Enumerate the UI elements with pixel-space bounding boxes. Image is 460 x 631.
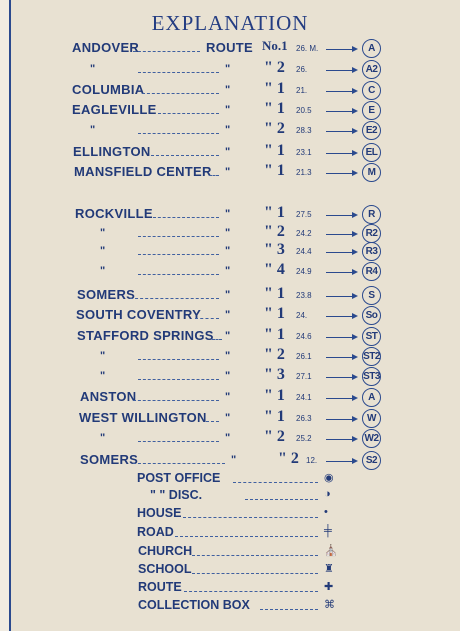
route-arrow: [326, 461, 356, 462]
route-row: [0, 82, 460, 102]
route-number: " 1: [264, 204, 285, 221]
route-row: [0, 307, 460, 327]
route-number: " 4: [264, 261, 285, 278]
route-mark: M: [362, 163, 381, 182]
legend-label: " " DISC.: [150, 488, 203, 502]
legend-label: POST OFFICE: [137, 471, 221, 485]
leader-dots: [133, 463, 225, 464]
office-name: ": [100, 265, 106, 277]
route-number: " 1: [264, 100, 285, 117]
leader-dots: [153, 217, 219, 218]
route-miles: 24.1: [296, 393, 312, 402]
office-name: ANSTON: [80, 389, 137, 404]
route-row: [0, 348, 460, 368]
route-arrow: [326, 153, 356, 154]
route-number: " 1: [264, 285, 285, 302]
route-label: ": [225, 289, 231, 301]
route-arrow: [326, 49, 356, 50]
office-name: SOMERS: [80, 452, 139, 467]
route-label: ": [225, 227, 231, 239]
office-name: ": [100, 432, 106, 444]
route-row: [0, 102, 460, 122]
route-miles: 21.3: [296, 168, 312, 177]
route-label: ": [225, 330, 231, 342]
legend-label: CHURCH: [138, 544, 193, 558]
route-number: No.1: [262, 38, 288, 53]
route-label: ": [225, 350, 231, 362]
route-arrow: [326, 173, 356, 174]
route-mark: A2: [362, 60, 381, 79]
route-arrow: [326, 296, 356, 297]
route-number: " 2: [264, 428, 285, 445]
route-label: ": [231, 454, 237, 466]
route-label: ": [225, 146, 231, 158]
leader-dots: [138, 441, 219, 442]
route-arrow: [326, 70, 356, 71]
route-arrow: [326, 252, 356, 253]
leader-dots: [212, 339, 222, 340]
route-number: " 1: [264, 305, 285, 322]
route-miles: 27.5: [296, 210, 312, 219]
route-row: [0, 410, 460, 430]
route-row: [0, 164, 460, 184]
route-arrow: [326, 131, 356, 132]
route-miles: 24.4: [296, 247, 312, 256]
leader-dots: [142, 93, 219, 94]
leader-dots: [192, 555, 318, 556]
route-miles: 27.1: [296, 372, 312, 381]
page-title: EXPLANATION: [151, 11, 309, 35]
route-mark: R4: [362, 262, 381, 281]
route-miles: 28.3: [296, 126, 312, 135]
legend-label: ROAD: [137, 525, 174, 539]
leader-dots: [175, 536, 318, 537]
legend-symbol-icon: ⛪: [324, 545, 338, 557]
route-number: " 2: [264, 346, 285, 363]
legend-symbol-icon: ♜: [324, 563, 334, 575]
office-name: SOMERS: [77, 287, 136, 302]
legend-label: SCHOOL: [138, 562, 192, 576]
leader-dots: [138, 274, 219, 275]
route-number: " 3: [264, 366, 285, 383]
legend-row: [0, 488, 460, 508]
leader-dots: [233, 482, 318, 483]
route-miles: 26. M.: [296, 44, 319, 53]
route-label: ": [225, 370, 231, 382]
route-row: [0, 40, 460, 60]
route-row: [0, 430, 460, 450]
route-number: " 1: [264, 408, 285, 425]
route-miles: 26.3: [296, 414, 312, 423]
legend-row: [0, 525, 460, 545]
route-mark: R3: [362, 242, 381, 261]
route-label: ": [225, 245, 231, 257]
route-arrow: [326, 419, 356, 420]
route-number: " 2: [264, 120, 285, 137]
legend-label: COLLECTION BOX: [138, 598, 250, 612]
office-name: MANSFIELD CENTER: [74, 164, 212, 179]
leader-dots: [184, 591, 318, 592]
legend-symbol-icon: ◉: [324, 472, 334, 484]
route-number: " 2: [264, 223, 285, 240]
route-row: [0, 225, 460, 245]
leader-dots: [133, 400, 219, 401]
route-number: " 1: [264, 387, 285, 404]
leader-dots: [138, 379, 219, 380]
route-row: [0, 368, 460, 388]
route-arrow: [326, 398, 356, 399]
route-mark: E2: [362, 121, 381, 140]
route-miles: 24.2: [296, 229, 312, 238]
route-label: ": [225, 412, 231, 424]
route-miles: 25.2: [296, 434, 312, 443]
route-label: ": [225, 84, 231, 96]
route-mark: S2: [362, 451, 381, 470]
leader-dots: [209, 175, 219, 176]
office-name: STAFFORD SPRINGS: [77, 328, 214, 343]
legend-symbol-icon: •: [324, 506, 328, 518]
leader-dots: [183, 517, 318, 518]
route-mark: So: [362, 306, 381, 325]
route-row: [0, 122, 460, 142]
route-label: ": [225, 432, 231, 444]
leader-dots: [138, 236, 219, 237]
route-label: ROUTE: [206, 40, 253, 55]
route-row: [0, 452, 460, 472]
legend-row: [0, 598, 460, 618]
route-miles: 20.5: [296, 106, 312, 115]
route-mark: ST2: [362, 347, 381, 366]
route-mark: E: [362, 101, 381, 120]
legend-row: [0, 544, 460, 564]
route-row: [0, 287, 460, 307]
leader-dots: [138, 359, 219, 360]
leader-dots: [130, 298, 219, 299]
leader-dots: [206, 421, 219, 422]
route-arrow: [326, 111, 356, 112]
route-mark: W2: [362, 429, 381, 448]
route-arrow: [326, 272, 356, 273]
route-row: [0, 263, 460, 283]
route-mark: W: [362, 409, 381, 428]
route-miles: 21.: [296, 86, 308, 95]
office-name: COLUMBIA: [72, 82, 145, 97]
route-number: " 1: [264, 326, 285, 343]
route-mark: ST: [362, 327, 381, 346]
office-name: SOUTH COVENTRY: [76, 307, 202, 322]
office-name: ELLINGTON: [73, 144, 151, 159]
leader-dots: [138, 72, 219, 73]
route-label: ": [225, 104, 231, 116]
route-arrow: [326, 357, 356, 358]
route-number: " 2: [278, 450, 299, 467]
legend-symbol-icon: ✚: [324, 581, 334, 593]
route-row: [0, 243, 460, 263]
route-arrow: [326, 316, 356, 317]
route-row: [0, 389, 460, 409]
legend-label: ROUTE: [138, 580, 182, 594]
leader-dots: [133, 51, 200, 52]
route-miles: 26.1: [296, 352, 312, 361]
office-name: ANDOVER: [72, 40, 140, 55]
route-label: ": [225, 166, 231, 178]
route-arrow: [326, 439, 356, 440]
legend-label: HOUSE: [137, 506, 182, 520]
route-miles: 24.: [296, 311, 308, 320]
route-miles: 12.: [306, 456, 318, 465]
office-name: ": [100, 350, 106, 362]
route-label: ": [225, 309, 231, 321]
route-arrow: [326, 337, 356, 338]
route-number: " 2: [264, 59, 285, 76]
office-name: ": [90, 63, 96, 75]
route-mark: A: [362, 39, 381, 58]
route-miles: 26.: [296, 65, 308, 74]
route-row: [0, 144, 460, 164]
leader-dots: [192, 573, 318, 574]
legend-row: [0, 562, 460, 582]
route-mark: A: [362, 388, 381, 407]
route-number: " 1: [264, 142, 285, 159]
route-miles: 24.6: [296, 332, 312, 341]
route-number: " 3: [264, 241, 285, 258]
route-arrow: [326, 234, 356, 235]
office-name: ROCKVILLE: [75, 206, 153, 221]
legend-symbol-icon: ◑: [324, 488, 331, 500]
legend-symbol-icon: ╪: [324, 525, 332, 537]
route-label: ": [225, 391, 231, 403]
leader-dots: [151, 155, 219, 156]
legend-symbol-icon: ⌘: [324, 599, 335, 611]
route-mark: R2: [362, 224, 381, 243]
route-mark: S: [362, 286, 381, 305]
leader-dots: [138, 254, 219, 255]
route-arrow: [326, 215, 356, 216]
route-row: [0, 206, 460, 226]
route-miles: 23.8: [296, 291, 312, 300]
legend-row: [0, 506, 460, 526]
route-mark: ST3: [362, 367, 381, 386]
leader-dots: [245, 499, 318, 500]
route-miles: 23.1: [296, 148, 312, 157]
leader-dots: [260, 609, 318, 610]
legend-row: [0, 580, 460, 600]
route-arrow: [326, 91, 356, 92]
leader-dots: [158, 113, 219, 114]
route-arrow: [326, 377, 356, 378]
route-mark: R: [362, 205, 381, 224]
route-miles: 24.9: [296, 267, 312, 276]
route-row: [0, 328, 460, 348]
leader-dots: [195, 318, 219, 319]
route-mark: C: [362, 81, 381, 100]
office-name: EAGLEVILLE: [72, 102, 157, 117]
route-mark: EL: [362, 143, 381, 162]
route-label: ": [225, 63, 231, 75]
route-label: ": [225, 208, 231, 220]
route-number: " 1: [264, 80, 285, 97]
route-label: ": [225, 265, 231, 277]
office-name: ": [100, 370, 106, 382]
office-name: WEST WILLINGTON: [79, 410, 207, 425]
office-name: ": [100, 227, 106, 239]
leader-dots: [138, 133, 219, 134]
office-name: ": [90, 124, 96, 136]
office-name: ": [100, 245, 106, 257]
route-row: [0, 61, 460, 81]
route-label: ": [225, 124, 231, 136]
route-number: " 1: [264, 162, 285, 179]
